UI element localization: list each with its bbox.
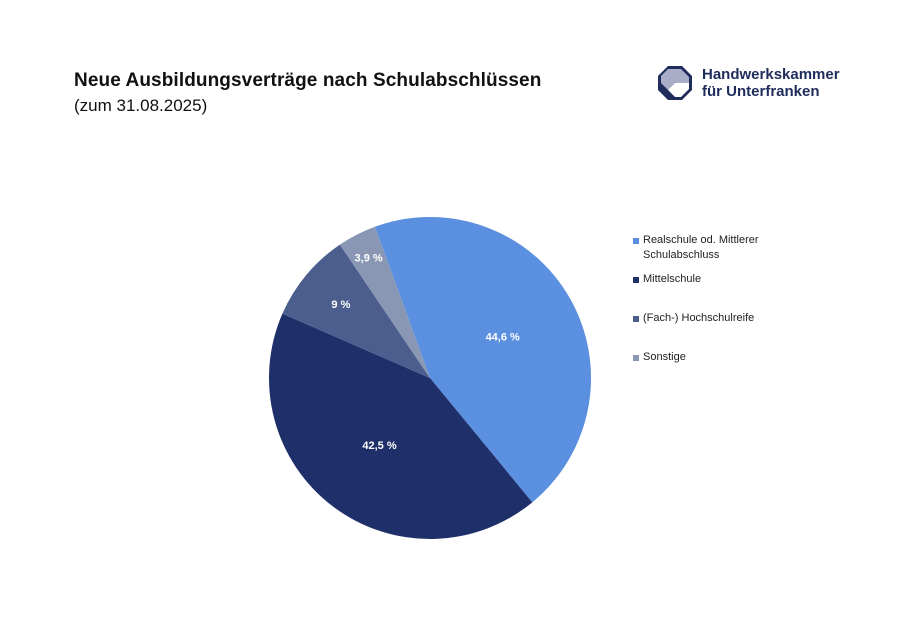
legend-label-mittelschule: Mittelschule — [643, 273, 702, 285]
pie-label-mittelschule: 42,5 % — [362, 439, 397, 452]
legend-label-realschule: Realschule od. Mittlerer Schulabschluss — [643, 234, 759, 261]
chart-title: Neue Ausbildungsverträge nach Schulabschlüssen — [74, 70, 542, 91]
legend-swatch-sonstige — [633, 355, 639, 361]
pie-label-hochschulreife: 9 % — [331, 298, 351, 311]
legend-swatch-realschule — [633, 238, 639, 244]
pie-label-sonstige: 3,9 % — [354, 252, 383, 265]
legend-item-realschule — [633, 233, 833, 263]
legend-item-sonstige — [633, 350, 833, 365]
legend-swatch-hochschulreife — [633, 316, 639, 322]
legend-swatch-mittelschule — [633, 277, 639, 283]
legend-item-hochschulreife — [633, 311, 833, 326]
chart-legend — [633, 233, 833, 365]
chart-subtitle: (zum 31.08.2025) — [74, 96, 208, 115]
legend-item-mittelschule — [633, 272, 833, 287]
pie-label-realschule: 44,6 % — [485, 331, 520, 344]
brand-name-line2: für Unterfranken — [702, 83, 820, 100]
brand-name-line1: Handwerkskammer — [702, 66, 840, 83]
legend-label-sonstige: Sonstige — [643, 351, 686, 363]
legend-label-hochschulreife: (Fach-) Hochschulreife — [643, 312, 755, 324]
